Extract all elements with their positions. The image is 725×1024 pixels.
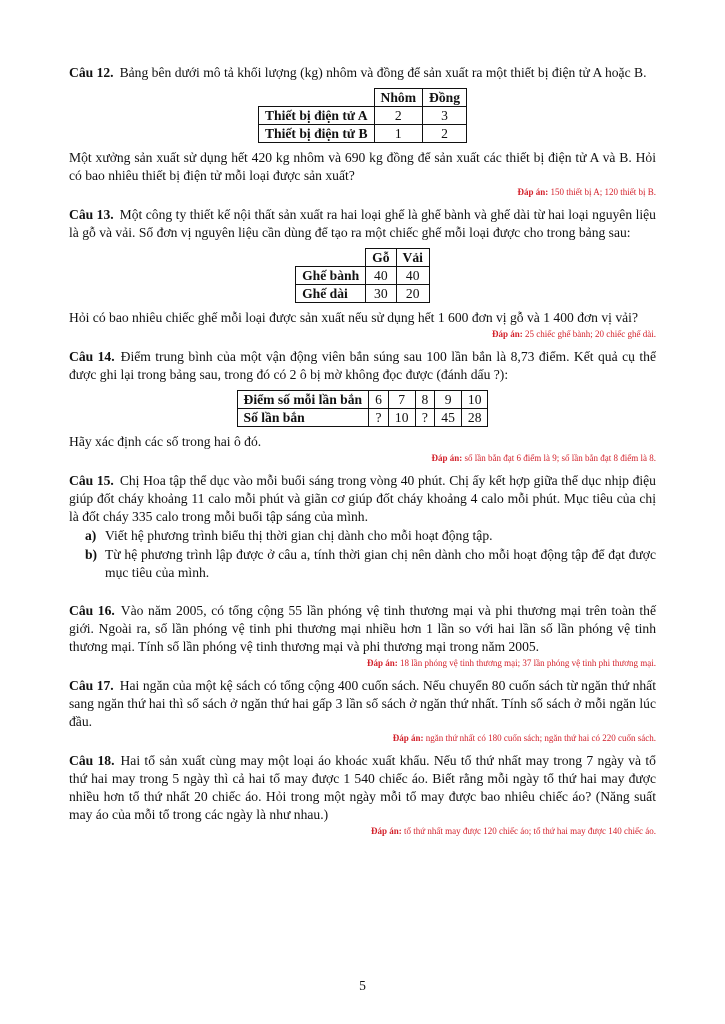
question-text: Hai tổ sản xuất cùng may một loại áo khoác xuất khẩu. Nếu tổ thứ nhất may trong 7 ngày và tổ thứ hai may trong 5 ngày thì cả hai tổ may được 1 540 chiếc áo. Biết rằng mỗi ngày tổ thứ hai may được nhiều hơn tổ thứ nhất 20 chiếc áo. Hỏi trong một ngày mỗi tổ may được bao nhiêu chiếc áo? (Năng suất may áo của mỗi tổ trong các ngày là như nhau.) — [69, 753, 656, 822]
question-text: Hãy xác định các số trong hai ô đó. — [69, 434, 262, 449]
table-cell: 30 — [366, 285, 396, 303]
table-cell: 8 — [415, 391, 435, 409]
table-cell: 7 — [388, 391, 415, 409]
row-header: Thiết bị điện tử A — [258, 107, 374, 125]
table-cell: 6 — [369, 391, 389, 409]
question-12 — [69, 64, 656, 198]
row-header: Thiết bị điện tử B — [258, 125, 374, 143]
sub-question-text: Viết hệ phương trình biểu thị thời gian chị dành cho mỗi hoạt động tập. — [105, 528, 493, 543]
table-cell: ? — [369, 409, 389, 427]
answer-line — [69, 452, 656, 464]
table-cell: 2 — [423, 125, 467, 143]
chair-materials-table — [295, 248, 430, 303]
question-text: Một xưởng sản xuất sử dụng hết 420 kg nhôm và 690 kg đồng để sản xuất các thiết bị điện tử A và B. Hỏi có bao nhiêu thiết bị điện tử mỗi loại được sản xuất? — [69, 150, 656, 183]
answer-text: 18 lần phóng vệ tinh thương mại; 37 lần phóng vệ tinh phi thương mại. — [400, 658, 656, 668]
question-label: Câu 17. — [69, 678, 114, 693]
row-header: Ghế bành — [296, 267, 366, 285]
materials-table — [258, 88, 467, 143]
question-16 — [69, 602, 656, 669]
answer-label: Đáp án: — [371, 826, 402, 836]
answer-text: số lần bắn đạt 6 điểm là 9; số lần bắn đạt 8 điểm là 8. — [464, 453, 656, 463]
column-header: Vải — [396, 249, 429, 267]
sub-question-mark: a) — [85, 528, 97, 543]
answer-text: tổ thứ nhất may được 120 chiếc áo; tổ thứ hai may được 140 chiếc áo. — [404, 826, 656, 836]
row-header: Điểm số mỗi lần bắn — [237, 391, 369, 409]
question-label: Câu 14. — [69, 349, 115, 364]
answer-text: ngăn thứ nhất có 180 cuốn sách; ngăn thứ hai có 220 cuốn sách. — [425, 733, 656, 743]
question-label: Câu 16. — [69, 603, 115, 618]
column-header: Nhôm — [374, 89, 423, 107]
table-cell: 10 — [388, 409, 415, 427]
answer-text: 25 chiếc ghế bành; 20 chiếc ghế dài. — [525, 329, 656, 339]
answer-label: Đáp án: — [517, 187, 549, 197]
answer-line — [69, 328, 656, 340]
table-cell: 2 — [374, 107, 423, 125]
column-header: Gỗ — [366, 249, 396, 267]
question-text: Bảng bên dưới mô tả khối lượng (kg) nhôm và đồng để sản xuất ra một thiết bị điện tử A hoặc B. — [119, 65, 647, 80]
table-cell: 40 — [366, 267, 396, 285]
document-page — [69, 64, 656, 837]
table-cell: 20 — [396, 285, 429, 303]
answer-label: Đáp án: — [431, 453, 463, 463]
answer-label: Đáp án: — [392, 733, 424, 743]
table-cell: 3 — [423, 107, 467, 125]
question-18 — [69, 752, 656, 837]
table-cell: 40 — [396, 267, 429, 285]
answer-line — [69, 186, 656, 198]
sub-question-b — [85, 546, 656, 582]
table-cell: 45 — [435, 409, 462, 427]
question-text: Vào năm 2005, có tổng cộng 55 lần phóng vệ tinh thương mại và phi thương mại trên toàn thế giới. Ngoài ra, số lần phóng vệ tinh phi thương mại nhiều hơn 1 lần so với hai lần số lần phóng vệ tinh thương mại. Tính số lần phóng vệ tinh thương mại và phi thương mại trong năm 2005. — [69, 603, 656, 654]
question-label: Câu 13. — [69, 207, 114, 222]
question-13 — [69, 206, 656, 340]
page-number: 5 — [359, 978, 366, 993]
question-15 — [69, 472, 656, 582]
sub-question-a — [85, 527, 656, 545]
answer-label: Đáp án: — [366, 658, 398, 668]
table-cell: 9 — [435, 391, 462, 409]
answer-line — [69, 657, 656, 669]
shooting-score-table — [237, 390, 489, 427]
sub-question-text: Từ hệ phương trình lập được ở câu a, tính thời gian chị nên dành cho mỗi hoạt động tập để đạt được mục tiêu của mình. — [105, 547, 656, 580]
question-14 — [69, 348, 656, 464]
answer-line — [69, 732, 656, 744]
question-text: Điểm trung bình của một vận động viên bắn súng sau 100 lần bắn là 8,73 điểm. Kết quả cụ thể được ghi lại trong bảng sau, trong đó có 2 ô bị mờ không đọc được (đánh dấu ?): — [69, 349, 656, 382]
table-cell: 1 — [374, 125, 423, 143]
question-label: Câu 18. — [69, 753, 115, 768]
question-label: Câu 15. — [69, 473, 114, 488]
row-header: Số lần bắn — [237, 409, 369, 427]
question-text: Chị Hoa tập thể dục vào mỗi buổi sáng trong vòng 40 phút. Chị ấy kết hợp giữa thể dục nhịp điệu giúp đốt cháy khoảng 11 calo mỗi phút và giãn cơ giúp đốt cháy khoảng 4 calo mỗi phút. Mục tiêu của chị là đốt cháy 335 calo trong mỗi buổi tập sáng của mình. — [69, 473, 656, 524]
table-cell: ? — [415, 409, 435, 427]
table-cell: 10 — [461, 391, 488, 409]
question-text: Hỏi có bao nhiêu chiếc ghế mỗi loại được sản xuất nếu sử dụng hết 1 600 đơn vị gỗ và 1 400 đơn vị vải? — [69, 310, 638, 325]
column-header: Đồng — [423, 89, 467, 107]
answer-label: Đáp án: — [492, 329, 523, 339]
answer-line — [69, 825, 656, 837]
question-label: Câu 12. — [69, 65, 114, 80]
question-text: Hai ngăn của một kệ sách có tổng cộng 400 cuốn sách. Nếu chuyển 80 cuốn sách từ ngăn thứ nhất sang ngăn thứ hai thì số sách ở ngăn thứ hai gấp 3 lần số sách ở ngăn thứ nhất. Tính số sách ở mỗi ngăn lúc đầu. — [69, 678, 656, 729]
row-header: Ghế dài — [296, 285, 366, 303]
sub-question-mark: b) — [85, 547, 98, 562]
answer-text: 150 thiết bị A; 120 thiết bị B. — [550, 187, 656, 197]
table-cell: 28 — [461, 409, 488, 427]
question-text: Một công ty thiết kế nội thất sản xuất ra hai loại ghế là ghế bành và ghế dài từ hai loại nguyên liệu là gỗ và vải. Số đơn vị nguyên liệu cần dùng để tạo ra một chiếc ghế mỗi loại được cho trong bảng sau: — [69, 207, 656, 240]
question-17 — [69, 677, 656, 744]
